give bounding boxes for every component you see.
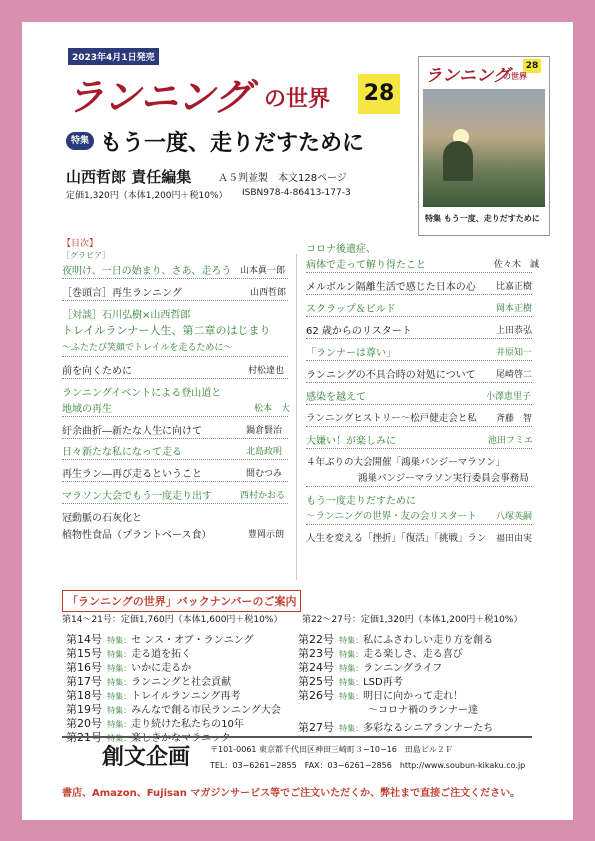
toc-item: コロナ後遺症、 [306,244,376,255]
publisher-name: 創文企画 [102,745,191,770]
backnumber-row: 第14号 特集：セ ンス・オブ・ランニング [66,633,254,646]
toc-item: ～ふたたび笑顔でトレイルを走るために～ [62,343,233,353]
publisher-contact: TEL：03−6261−2855 FAX：03−6261−2856 http://www.soubun-kikaku.co.jp [210,761,526,770]
divider [306,382,532,383]
editor-credit: 山西哲郎 責任編集 [66,168,192,186]
divider [62,356,288,357]
divider [306,338,532,339]
toc-item: 鴻巣パンジーマラソン実行委員会事務局 [358,473,529,484]
toc-item: 前を向くために [62,366,132,377]
backnumber-price-b: 第22〜27号：定価1,320円（本体1,200円＋税10%） [302,615,523,625]
divider [62,278,288,279]
toc-author: 松本 大 [254,404,291,414]
backnumber-row: 第25号 特集：LSD再考 [298,675,403,688]
toc-author: 西村かおる [240,491,286,501]
backnumber-row: 第26号 特集：明日に向かって走れ！ [298,689,464,702]
toc-item: 冠動脈の石灰化と [62,513,142,524]
divider [62,503,288,504]
toc-author: 池田フミエ [488,436,534,446]
backnumber-row: 第24号 特集：ランニングライフ [298,661,443,674]
toc-item: 植物性食品（プラントベース食） [62,530,212,541]
toc-author: 山西哲郎 [250,288,287,298]
toc-item: 人生を変える「挫折」「復活」「挑戦」ラン [306,533,487,544]
toc-author: 鍋倉賢治 [246,426,283,436]
backnumber-heading: 「ランニングの世界」バックナンバーのご案内 [62,590,301,612]
toc-item: ［巻頭言］再生ランニング [62,288,182,299]
cover-title: ランニング [425,66,510,86]
toc-item: ランニングヒストリー～松戸健走会と私 [306,413,477,424]
backnumber-row: 第16号 特集：いかに走るか [66,661,192,674]
backnumber-row: 第20号 特集：走り続けた私たちの10年 [66,717,244,730]
toc-item: スクラップ＆ビルド [306,304,396,315]
cover-photo [423,89,545,207]
divider [306,486,532,487]
toc-item: 大嫌い！が楽しみに [306,436,396,447]
toc-item: 再生ラン―再び走るということ [62,469,202,480]
toc-author: 山本眞一郎 [240,266,286,276]
backnumber-row: 第21号 特集：楽しきかなマラニック [66,731,231,744]
backnumber-row: 第15号 特集：走る道を拓く [66,647,192,660]
order-note: 書店、Amazon、Fujisan マガジンサービス等でご注文いただくか、弊社まで直接ご注文ください。 [62,788,521,799]
backnumber-row: 第18号 特集：トレイルランニング再考 [66,689,241,702]
toc-author: 尾崎啓二 [496,370,533,380]
toc-author: 福田由実 [496,534,533,544]
toc-item: ～ランニングの世界・友の会リスタート [306,511,477,522]
backnumber-row: 第27号 特集：多彩なるシニアランナーたち [298,721,494,734]
toc-author: 井原知一 [496,348,533,358]
price: 定価1,320円（本体1,200円＋税10%） [66,191,228,201]
toc-item: トレイルランナー人生、第二章のはじまり [62,324,271,337]
toc-item: 日々新たな私になって走る [62,447,182,458]
magazine-logo-sub: の世界 [264,87,331,112]
toc-item: 夜明け、一日の始まり、さあ、走ろう [62,266,232,277]
toc-author: 北島政明 [246,447,283,457]
divider [306,294,532,295]
isbn: ISBN978-4-86413-177-3 [242,188,351,198]
toc-item: 62 歳からのリスタート [306,326,412,337]
cover-band-text: 特集 もう一度、走りだすために [425,214,540,223]
flyer-page [22,22,573,820]
toc-item: 感染を越えて [306,392,366,403]
release-date-badge: 2023年4月1日発売 [68,48,159,65]
toc-author: 村松達也 [248,366,285,376]
feature-title: もう一度、走りだすために [100,131,365,156]
footer-divider [62,736,532,738]
divider [62,416,288,417]
cover-sub: の世界 [503,72,527,81]
toc-heading: 【目次】 [62,239,99,249]
backnumber-row: 第19号 特集：みんなで創る市民ランニング大会 [66,703,281,716]
toc-item: 紆余曲折―新たな人生に向けて [62,426,202,437]
divider [62,481,288,482]
divider [62,300,288,301]
toc-divider [296,254,297,580]
divider [62,378,288,379]
toc-author: 小澤恵里子 [486,392,532,402]
toc-item: 「ランナーは尊い」 [306,348,396,359]
book-spec: Ａ５判並製 本文128ページ [218,173,347,184]
issue-number: 28 [358,74,400,114]
divider [62,459,288,460]
divider [306,316,532,317]
toc-author: 上田恭弘 [496,326,533,336]
backnumber-row: 第22号 特集：私にふさわしい走り方を創る [298,633,494,646]
toc-author: 比嘉正樹 [496,282,533,292]
cover-band [423,207,545,231]
divider [306,524,532,525]
toc-section: ［グラビア］ [62,251,110,260]
divider [306,426,532,427]
feature-badge: 特集 [66,132,94,150]
divider [62,438,288,439]
toc-author: 間むつみ [246,469,283,479]
divider [306,404,532,405]
toc-item: ランニングの不具合時の対処について [306,370,476,381]
publisher-address: 〒101-0061 東京都千代田区神田三崎町３−10−16 田島ビル２Ｆ [210,745,453,754]
cover-issue: 28 [523,59,541,73]
toc-author: 八塚英嗣 [496,512,533,522]
divider [306,360,532,361]
toc-item: 病体で走って解り得たこと [306,260,426,271]
toc-item: マラソン大会でもう一度走り出す [62,491,212,502]
toc-author: 岡本正樹 [496,304,533,314]
backnumber-row: ～コロナ禍のランナー達 [368,705,478,716]
backnumber-price-a: 第14〜21号：定価1,760円（本体1,600円＋税10%） [62,615,283,625]
divider [306,272,532,273]
toc-item: メルボルン隔離生活で感じた日本の心 [306,282,476,293]
toc-author: 豊岡示朗 [248,530,285,540]
backnumber-row: 第17号 特集：ランニングと社会貢献 [66,675,232,688]
toc-item: ４年ぶりの大会開催「鴻巣パンジーマラソン」 [306,457,506,468]
backnumber-row: 第23号 特集：走る楽しさ、走る喜び [298,647,463,660]
cover-image [418,56,550,236]
toc-author: 斉藤 智 [496,414,533,424]
tree-shape [443,141,473,181]
toc-item: ランニングイベントによる登山道と [62,388,222,399]
toc-item: もう一度走りだすために [306,496,416,507]
toc-author: 佐々木 誠 [494,260,540,270]
magazine-logo: ランニング [66,75,251,119]
toc-item: 地域の再生 [62,404,112,415]
divider [306,448,532,449]
toc-item: ［対談］石川弘樹×山西哲郎 [62,310,191,321]
